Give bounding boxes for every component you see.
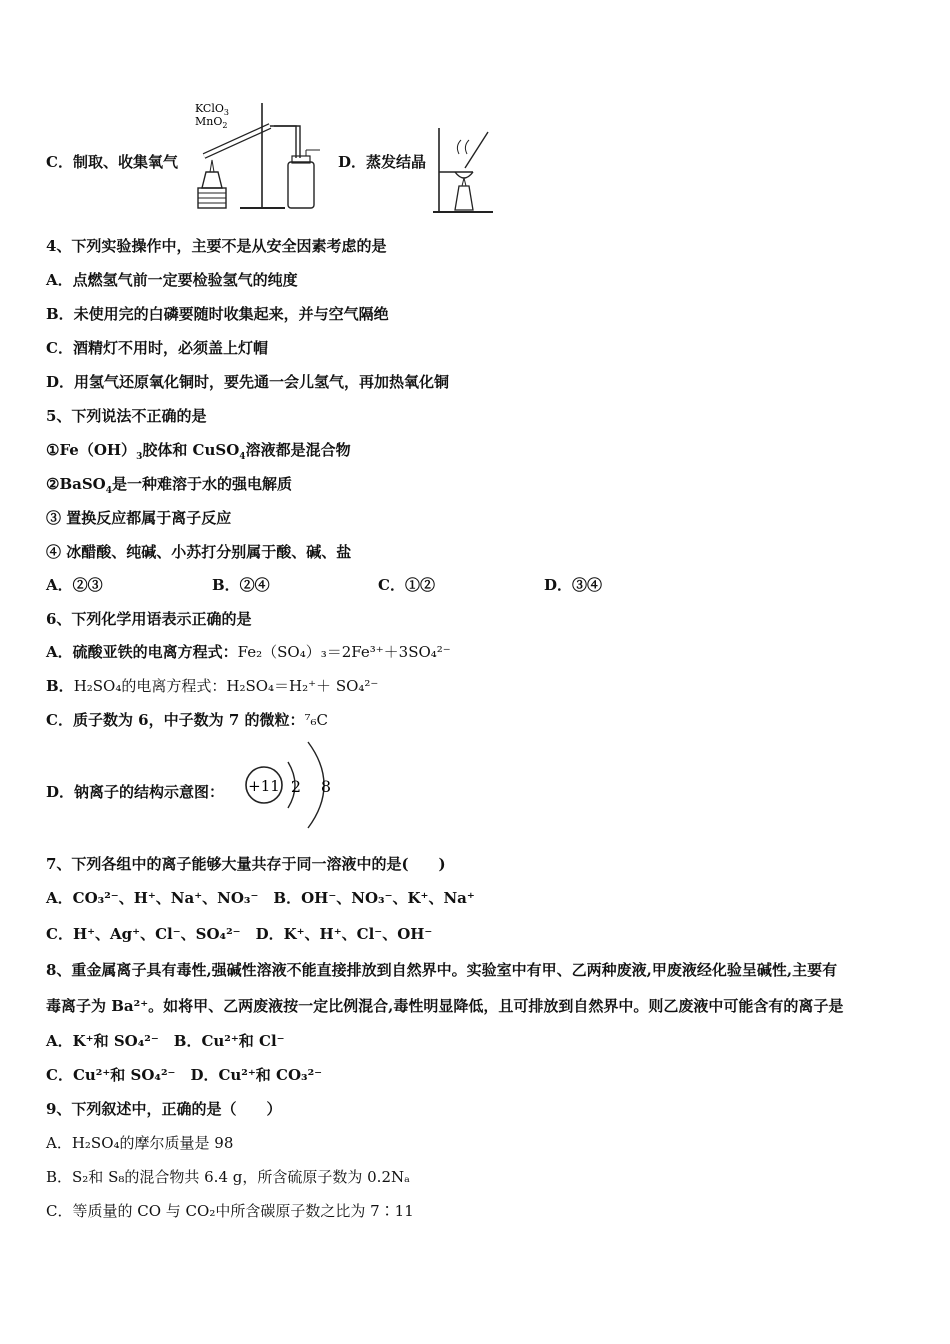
q6-option-c: C．质子数为 6，中子数为 7 的微粒：⁷₆C [46, 711, 328, 729]
q8-stem-line-1: 8、重金属离子具有毒性,强碱性溶液不能直接排放到自然界中。实验室中有甲、乙两种废液,甲废液经化验呈碱性,主要有 [46, 961, 838, 979]
evaporation-apparatus-figure [433, 124, 495, 214]
q5-options [46, 575, 602, 595]
nucleus-charge: +11 [248, 777, 280, 795]
q5-statement-4: ④ 冰醋酸、纯碱、小苏打分别属于酸、碱、盐 [46, 543, 352, 561]
q7-options-cd: C．H⁺、Ag⁺、Cl⁻、SO₄²⁻ D．K⁺、H⁺、Cl⁻、OH⁻ [46, 925, 433, 943]
q3-d-text: 蒸发结晶 [366, 153, 427, 171]
q3-option-c [46, 152, 178, 172]
q5-option-d: D．③④ [544, 576, 603, 594]
shell-2-electrons: 8 [320, 777, 332, 796]
sodium-ion-structure-diagram [244, 738, 336, 832]
q5-statement-3: ③ 置换反应都属于离子反应 [46, 509, 232, 527]
q5-statement-2: ②BaSO$_4$是一种难溶于水的强电解质 [46, 475, 293, 496]
q3-option-d [338, 152, 426, 172]
q7-options-ab: A．CO₃²⁻、H⁺、Na⁺、NO₃⁻ B．OH⁻、NO₃⁻、K⁺、Na⁺ [46, 889, 475, 907]
q5-stem: 5、下列说法不正确的是 [46, 407, 207, 425]
apparatus-label-kclo3: KClO$_3$ [195, 102, 229, 117]
q5-option-b: B．②④ [212, 576, 270, 594]
q4-option-d: D．用氢气还原氧化铜时，要先通一会儿氢气，再加热氧化铜 [46, 373, 450, 391]
q3-c-text: 制取、收集氧气 [72, 153, 178, 171]
q6-option-d: D．钠离子的结构示意图： [46, 783, 225, 801]
q6-option-a: A．硫酸亚铁的电离方程式：Fe₂（SO₄）₃＝2Fe³⁺＋3SO₄²⁻ [46, 643, 451, 661]
q9-option-a: A．H₂SO₄的摩尔质量是 98 [46, 1134, 234, 1152]
q9-option-b: B．S₂和 S₈的混合物共 6.4 g，所含硫原子数为 0.2Nₐ [46, 1168, 410, 1186]
q5-option-c: C．①② [378, 576, 435, 594]
q9-option-c: C．等质量的 CO 与 CO₂中所含碳原子数之比为 7∶11 [46, 1202, 414, 1220]
q4-option-b: B．未使用完的白磷要随时收集起来，并与空气隔绝 [46, 305, 389, 323]
q4-option-a: A．点燃氢气前一定要检验氢气的纯度 [46, 271, 298, 289]
q8-stem-line-2: 毒离子为 Ba²⁺。如将甲、乙两废液按一定比例混合,毒性明显降低，且可排放到自然界中。则乙废液中可能含有的离子是 [46, 997, 844, 1015]
q5-statement-1: $①Fe(OH)_3$胶体和 CuSO$_4$溶液都是混合物 [46, 441, 351, 462]
apparatus-label-mno2: MnO$_2$ [195, 115, 228, 130]
q3-c-label: C． [46, 153, 73, 171]
q6-nuclide: ⁷₆C [304, 711, 328, 729]
q8-options-ab: A．K⁺和 SO₄²⁻ B．Cu²⁺和 Cl⁻ [46, 1032, 285, 1050]
oxygen-apparatus-figure [190, 98, 325, 213]
q4-stem: 4、下列实验操作中，主要不是从安全因素考虑的是 [46, 237, 387, 255]
shell-1-electrons: 2 [290, 777, 302, 796]
q7-stem: 7、下列各组中的离子能够大量共存于同一溶液中的是( ) [46, 855, 446, 873]
q3-d-label: D． [338, 153, 367, 171]
q9-stem: 9、下列叙述中，正确的是（ ） [46, 1100, 282, 1118]
q6-option-b: B．H₂SO₄的电离方程式：H₂SO₄＝H₂⁺＋ SO₄²⁻ [46, 677, 379, 695]
q8-options-cd: C．Cu²⁺和 SO₄²⁻ D．Cu²⁺和 CO₃²⁻ [46, 1066, 323, 1084]
q4-option-c: C．酒精灯不用时，必须盖上灯帽 [46, 339, 268, 357]
q6-stem: 6、下列化学用语表示正确的是 [46, 610, 252, 628]
q5-option-a: A．②③ [46, 576, 103, 594]
